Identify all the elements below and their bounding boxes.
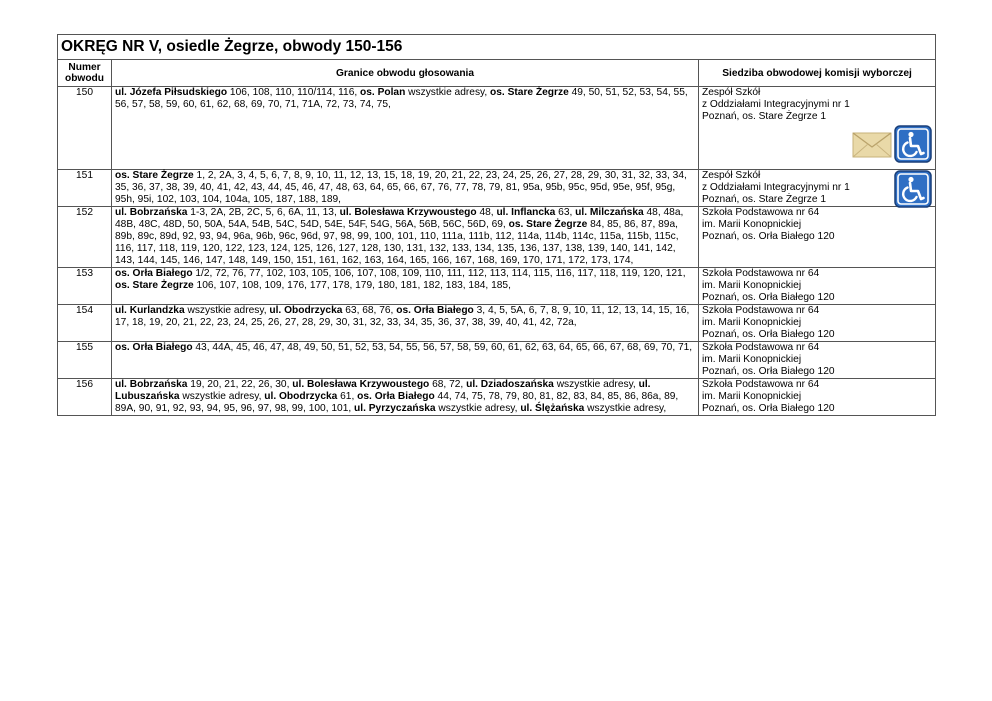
seat-line: im. Marii Konopnickiej (702, 391, 802, 402)
seat-line: im. Marii Konopnickiej (702, 219, 802, 230)
address-numbers: 68, 72, (429, 379, 467, 390)
district-borders (112, 207, 699, 268)
accessibility-icons (894, 170, 932, 212)
seat-line: Szkoła Podstawowa nr 64 (702, 305, 820, 316)
address-numbers: 1-3, 2A, 2B, 2C, 5, 6, 6A, 11, 13, (187, 207, 340, 218)
district-number: 156 (58, 379, 112, 416)
seat-line: Zespół Szkół (702, 87, 761, 98)
street-name: ul. Bolesława Krzywoustego (339, 207, 477, 218)
seat-line: Szkoła Podstawowa nr 64 (702, 342, 820, 353)
commission-seat (699, 87, 936, 170)
address-numbers: 43, 44A, 45, 46, 47, 48, 49, 50, 51, 52, 53, 54, 55, 56, 57, 58, 59, 60, 61, 62, 63, 64, 65, 66, 67, 68, 69, 70, 71, (192, 342, 693, 353)
district-borders (112, 268, 699, 305)
street-name: ul. Obodrzycka (269, 305, 343, 316)
seat-line: Zespół Szkół (702, 170, 761, 181)
street-name: ul. Milczańska (575, 207, 644, 218)
address-numbers: wszystkie adresy, (553, 379, 639, 390)
seat-line: Poznań, os. Orła Białego 120 (702, 403, 835, 414)
address-numbers: 1/2, 72, 76, 77, 102, 103, 105, 106, 107, 108, 109, 110, 111, 112, 113, 114, 115, 116, 117, 118, 119, 120, 121, (192, 268, 686, 279)
table-body (58, 87, 936, 416)
document (57, 34, 935, 416)
address-numbers: 44, 74, 75, 78, 79, 80, 81, 82, 83, 84, 85, 86, 86a, 89, 89A, 90, 91, 92, 93, 94, 95, 96, 97, 98, 99, 100, 101, (115, 391, 679, 414)
accessibility-icons (702, 125, 932, 167)
seat-line: Szkoła Podstawowa nr 64 (702, 379, 820, 390)
commission-seat (699, 207, 936, 268)
district-borders (112, 342, 699, 379)
header-borders: Granice obwodu głosowania (112, 60, 699, 87)
district-number: 152 (58, 207, 112, 268)
street-name: ul. Bobrzańska (115, 207, 188, 218)
address-numbers: 106, 107, 108, 109, 176, 177, 178, 179, 180, 181, 182, 183, 184, 185, (193, 280, 511, 291)
district-borders (112, 305, 699, 342)
header-seat: Siedziba obwodowej komisji wyborczej (699, 60, 936, 87)
seat-line: Poznań, os. Orła Białego 120 (702, 366, 835, 377)
seat-line: Szkoła Podstawowa nr 64 (702, 268, 820, 279)
address-numbers: wszystkie adresy, (405, 87, 491, 98)
header-number-line1: Numer (68, 62, 101, 73)
street-name: ul. Ślężańska (520, 403, 585, 414)
seat-line: z Oddziałami Integracyjnymi nr 1 (702, 99, 850, 110)
table-row (58, 379, 936, 416)
street-name: os. Orła Białego (357, 391, 435, 402)
district-table (57, 34, 936, 416)
district-borders (112, 379, 699, 416)
seat-line: Szkoła Podstawowa nr 64 (702, 207, 820, 218)
address-numbers: 106, 108, 110, 110/114, 116, (227, 87, 361, 98)
seat-line: Poznań, os. Stare Żegrze 1 (702, 111, 827, 122)
address-numbers: 49, 50, 51, 52, 53, 54, 55, 56, 57, 58, 59, 60, 61, 62, 68, 69, 70, 71, 71A, 72, 73, 74, 75, (115, 87, 688, 110)
seat-line: im. Marii Konopnickiej (702, 317, 802, 328)
address-numbers: wszystkie adresy, (184, 305, 270, 316)
address-numbers: wszystkie adresy, (584, 403, 667, 414)
seat-line: Poznań, os. Stare Żegrze 1 (702, 194, 827, 205)
district-number: 153 (58, 268, 112, 305)
district-number: 151 (58, 170, 112, 207)
district-title: OKRĘG NR V, osiedle Żegrze, obwody 150-156 (58, 35, 936, 60)
street-name: os. Stare Żegrze (115, 280, 194, 291)
seat-line: Poznań, os. Orła Białego 120 (702, 231, 835, 242)
table-row (58, 305, 936, 342)
street-name: ul. Józefa Piłsudskiego (115, 87, 228, 98)
street-name: ul. Dziadoszańska (466, 379, 554, 390)
envelope-icon (852, 125, 892, 167)
street-name: os. Stare Żegrze (115, 170, 194, 181)
street-name: os. Orła Białego (396, 305, 474, 316)
table-row (58, 170, 936, 207)
seat-line: Poznań, os. Orła Białego 120 (702, 329, 835, 340)
street-name: os. Orła Białego (115, 342, 193, 353)
street-name: os. Stare Żegrze (490, 87, 569, 98)
district-borders (112, 170, 699, 207)
table-row (58, 268, 936, 305)
address-numbers: 63, 68, 76, (342, 305, 397, 316)
street-name: ul. Lubuszańska (115, 379, 651, 402)
commission-seat (699, 342, 936, 379)
address-numbers: 48, 48a, 48B, 48C, 48D, 50, 50A, 54A, 54B, 54C, 54D, 54E, 54F, 54G, 56A, 56B, 56C, 56D, 69, (115, 207, 684, 230)
seat-line: z Oddziałami Integracyjnymi nr 1 (702, 182, 850, 193)
address-numbers: 1, 2, 2A, 3, 4, 5, 6, 7, 8, 9, 10, 11, 12, 13, 15, 18, 19, 20, 21, 22, 23, 24, 25, 26, 27, 28, 29, 30, 31, 32, 33, 34, 35, 36, 37, 38, 39, 40, 41, 42, 43, 44, 45, 46, 47, 48, 63, 64, 65, 66, 67, 76, 77, 78, 79, 81, 95a, 95b, 95c, 95d, 95e, 95f, 95g, 95h, 95i, 102, 103, 104, 104a, 105, 187, 188, 189, (115, 170, 687, 205)
street-name: ul. Bolesława Krzywoustego (292, 379, 430, 390)
table-row (58, 342, 936, 379)
address-numbers: 84, 85, 86, 87, 89a, 89b, 89c, 89d, 92, 93, 94, 96a, 96b, 96c, 96d, 97, 98, 99, 100, 101, 110, 111a, 111b, 112, 114a, 114b, 114c, 115a, 115b, 115c, 116, 117, 118, 119, 120, 122, 123, 124, 125, 126, 127, 128, 130, 131, 132, 133, 134, 135, 136, 137, 138, 139, 140, 141, 142, 143, 144, 145, 146, 147, 148, 149, 150, 151, 161, 162, 163, 164, 165, 166, 167, 168, 169, 170, 171, 172, 173, 174, (115, 219, 679, 266)
street-name: os. Polan (360, 87, 406, 98)
address-numbers: 3, 4, 5, 5A, 6, 7, 8, 9, 10, 11, 12, 13, 14, 15, 16, 17, 18, 19, 20, 21, 22, 23, 24, 25, 26, 27, 28, 29, 30, 31, 32, 33, 34, 35, 36, 37, 38, 39, 40, 41, 42, 72a, (115, 305, 690, 328)
street-name: os. Stare Żegrze (508, 219, 588, 230)
header-number (58, 60, 112, 87)
address-numbers: 63, (555, 207, 576, 218)
header-number-line2: obwodu (64, 73, 105, 84)
seat-line: Poznań, os. Orła Białego 120 (702, 292, 835, 303)
district-number: 155 (58, 342, 112, 379)
commission-seat (699, 170, 936, 207)
commission-seat (699, 305, 936, 342)
street-name: ul. Inflancka (496, 207, 556, 218)
street-name: ul. Pyrzyczańska (354, 403, 436, 414)
address-numbers: 19, 20, 21, 22, 26, 30, (187, 379, 293, 390)
seat-line: im. Marii Konopnickiej (702, 280, 802, 291)
seat-line: im. Marii Konopnickiej (702, 354, 802, 365)
district-borders (112, 87, 699, 170)
district-number: 150 (58, 87, 112, 170)
street-name: ul. Kurlandzka (115, 305, 185, 316)
street-name: ul. Bobrzańska (115, 379, 188, 390)
commission-seat (699, 268, 936, 305)
wheelchair-icon (894, 125, 932, 167)
street-name: ul. Obodrzycka (264, 391, 338, 402)
commission-seat (699, 379, 936, 416)
wheelchair-icon (894, 170, 932, 212)
street-name: os. Orła Białego (115, 268, 193, 279)
district-number: 154 (58, 305, 112, 342)
address-numbers: 48, (476, 207, 497, 218)
address-numbers: wszystkie adresy, (179, 391, 265, 402)
address-numbers: wszystkie adresy, (435, 403, 521, 414)
address-numbers: 61, (337, 391, 358, 402)
table-row (58, 87, 936, 170)
table-row (58, 207, 936, 268)
